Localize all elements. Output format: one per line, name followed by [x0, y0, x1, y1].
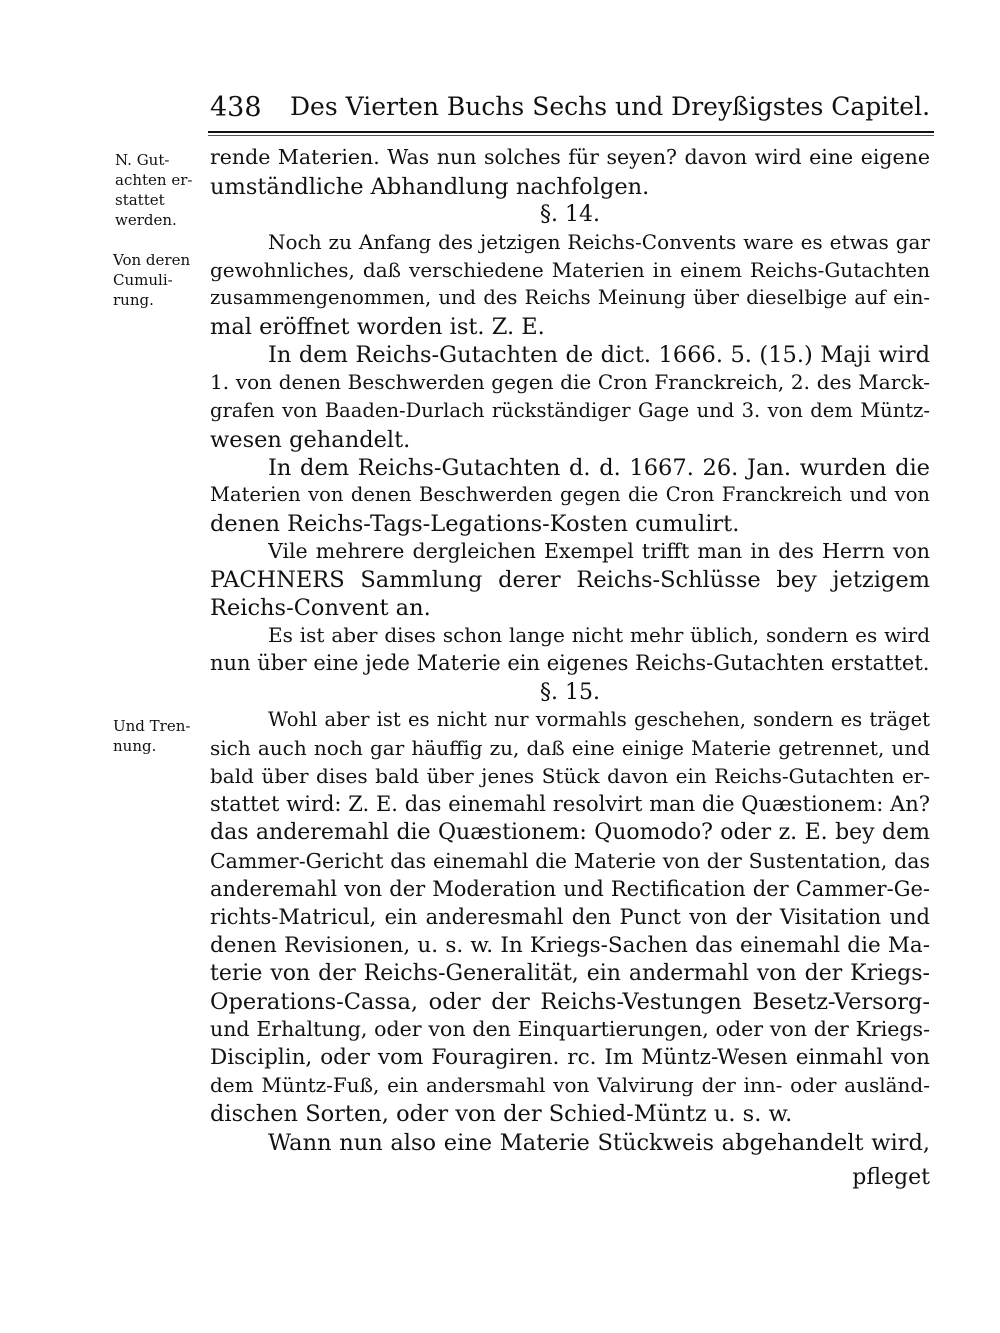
text-line: das anderemahl die Quæstionem: Quomodo? oder z. E. bey dem — [210, 820, 930, 845]
margin-note-line: Von deren — [113, 251, 191, 269]
text-line: dem Müntz-Fuß, ein andersmahl von Valvirung der inn- oder ausländ- — [210, 1073, 930, 1097]
catchword: pfleget — [852, 1165, 930, 1190]
text-line: PACHNERS Sammlung derer Reichs-Schlüsse bey jetzigem — [210, 567, 930, 593]
text-line: bald über dises bald über jenes Stück davon ein Reichs-Gutachten er- — [210, 764, 930, 788]
margin-note-line: Cumuli- — [113, 271, 173, 289]
text-line: sich auch noch gar häuffig zu, daß eine einige Materie getrennet, und — [210, 736, 930, 760]
margin-note-line: N. Gut- — [115, 151, 170, 169]
text-line: dischen Sorten, oder von der Schied-Müntz u. s. w. — [210, 1101, 793, 1127]
running-header — [210, 92, 930, 130]
text-line: 1. von denen Beschwerden gegen die Cron Franckreich, 2. des Marck- — [210, 370, 930, 394]
text-line: In dem Reichs-Gutachten d. d. 1667. 26. Jan. wurden die — [268, 455, 930, 481]
section-heading-15: §. 15. — [540, 680, 600, 705]
margin-note-gutachten — [115, 150, 192, 230]
margin-note-line: achten er- — [115, 171, 193, 189]
text-line: Reichs-Convent an. — [210, 595, 431, 621]
text-line: Noch zu Anfang des jetzigen Reichs-Convents ware es etwas gar — [268, 230, 930, 254]
text-line: mal eröffnet worden ist. Z. E. — [210, 314, 545, 340]
margin-note-line: stattet — [115, 191, 165, 209]
margin-note-trennung — [113, 716, 190, 756]
text-line: stattet wird: Z. E. das einemahl resolvirt man die Quæstionem: An? — [210, 792, 930, 816]
margin-note-line: Und Tren- — [113, 717, 191, 735]
header-rule-thin — [208, 135, 934, 136]
margin-note-line: rung. — [113, 291, 154, 309]
text-line: Operations-Cassa, oder der Reichs-Vestungen Besetz-Versorg- — [210, 989, 930, 1015]
text-line: Wohl aber ist es nicht nur vormahls geschehen, sondern es träget — [268, 708, 930, 731]
text-line: umständliche Abhandlung nachfolgen. — [210, 174, 650, 200]
header-rule — [208, 131, 934, 133]
text-line: Cammer-Gericht das einemahl die Materie von der Sustentation, das — [210, 849, 930, 873]
margin-note-line: werden. — [115, 211, 177, 229]
text-line: Disciplin, oder vom Fouragiren. rc. Im Müntz-Wesen einmahl von — [210, 1045, 930, 1070]
text-line: rende Materien. Was nun solches für seyen? davon wird eine eigene — [210, 145, 930, 169]
text-line: Vile mehrere dergleichen Exempel trifft man in des Herrn von — [268, 539, 930, 563]
running-title: Des Vierten Buchs Sechs und Dreyßigstes Capitel. — [290, 92, 930, 121]
text-line: richts-Matricul, ein anderesmahl den Punct von der Visitation und — [210, 905, 930, 929]
text-line: zusammengenommen, und des Reichs Meinung über dieselbige auf ein- — [210, 286, 930, 309]
text-line: grafen von Baaden-Durlach rückständiger Gage und 3. von dem Müntz- — [210, 399, 930, 422]
text-line: In dem Reichs-Gutachten de dict. 1666. 5. (15.) Maji wird — [268, 342, 930, 368]
text-line: und Erhaltung, oder von den Einquartierungen, oder von der Kriegs- — [210, 1017, 930, 1041]
margin-note-line: nung. — [113, 737, 157, 755]
text-line: denen Revisionen, u. s. w. In Kriegs-Sachen das einemahl die Ma- — [210, 933, 930, 958]
text-line: Wann nun also eine Materie Stückweis abgehandelt wird, — [268, 1130, 930, 1156]
text-line: denen Reichs-Tags-Legations-Kosten cumulirt. — [210, 511, 740, 537]
page-number: 438 — [210, 92, 262, 123]
text-line: terie von der Reichs-Generalität, ein andermahl von der Kriegs- — [210, 961, 930, 986]
text-line: nun über eine jede Materie ein eigenes Reichs-Gutachten erstattet. — [210, 651, 930, 675]
text-line: gewohnliches, daß verschiedene Materien in einem Reichs-Gutachten — [210, 258, 930, 282]
margin-note-cumulirung — [113, 250, 190, 310]
section-heading-14: §. 14. — [540, 202, 600, 227]
text-line: Materien von denen Beschwerden gegen die Cron Franckreich und von — [210, 483, 930, 506]
text-line: wesen gehandelt. — [210, 427, 411, 453]
text-line: Es ist aber dises schon lange nicht mehr üblich, sondern es wird — [268, 623, 930, 647]
text-line: anderemahl von der Moderation und Rectification der Cammer-Ge- — [210, 877, 930, 901]
